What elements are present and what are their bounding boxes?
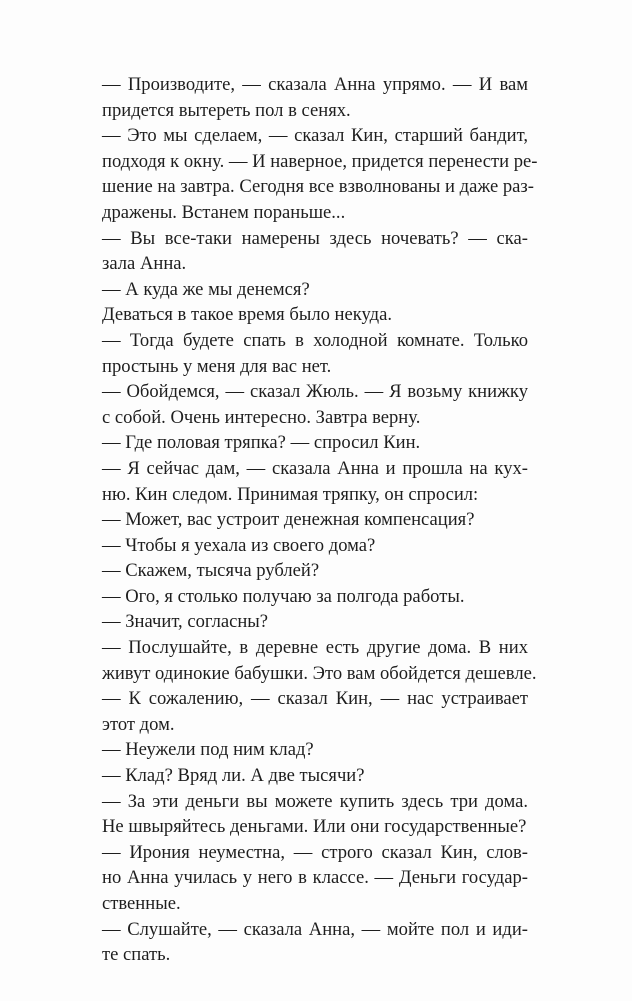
text-line: — Ого, я столько получаю за полгода работы. [102,585,465,607]
page-text [102,72,538,968]
text-line: — Слушайте, — сказала Анна, — мойте пол и иди- [102,918,528,940]
text-line: с собой. Очень интересно. Завтра верну. [102,406,421,428]
text-line: — Послушайте, в деревне есть другие дома. В них [102,637,528,659]
text-line: ственные. [102,893,181,914]
text-line: дражены. Встанем пораньше... [102,201,346,223]
text-line: — За эти деньги вы можете купить здесь три дома. [102,790,528,812]
text-line: — Чтобы я уехала из своего дома? [102,534,376,556]
text-line: — К сожалению, — сказал Кин, — нас устраивает [102,688,528,710]
text-line: — Обойдемся, — сказал Жюль. — Я возьму книжку [102,381,528,403]
text-line: подходя к окну. — И наверное, придется перенести ре- [102,150,538,172]
text-line: — Может, вас устроит денежная компенсация? [102,509,475,531]
text-line: — Тогда будете спать в холодной комнате. Только [102,329,528,351]
text-line: Не швыряйтесь деньгами. Или они государственные? [102,816,527,838]
text-line: — Значит, согласны? [102,611,269,633]
text-line: — Я сейчас дам, — сказала Анна и прошла на кух- [102,457,528,479]
text-line: — Производите, — сказала Анна упрямо. — И вам [102,74,528,95]
text-line: — Ирония неуместна, — строго сказал Кин, слов- [102,841,528,863]
text-line: зала Анна. [102,253,187,275]
text-line: но Анна училась у него в классе. — Деньги государ- [102,867,528,889]
text-line: простынь у меня для вас нет. [102,355,332,377]
text-line: — А куда же мы денемся? [102,278,310,300]
text-line: живут одинокие бабушки. Это вам обойдется дешевле. [102,662,537,684]
text-line: те спать. [102,944,171,966]
text-line: придется вытереть пол в сенях. [102,99,351,121]
text-line: Деваться в такое время было некуда. [102,304,393,326]
text-line: — Это мы сделаем, — сказал Кин, старший бандит, [102,125,528,147]
text-line: — Клад? Вряд ли. А две тысячи? [102,765,365,787]
text-line: шение на завтра. Сегодня все взволнованы и даже раз- [102,176,534,198]
text-line: — Где половая тряпка? — спросил Кин. [102,432,421,454]
text-line: — Неужели под ним клад? [102,739,314,761]
text-line: — Вы все-таки намерены здесь ночевать? — ска- [102,227,528,249]
text-line: этот дом. [102,713,175,735]
text-line: — Скажем, тысяча рублей? [102,560,320,582]
text-line: ню. Кин следом. Принимая тряпку, он спросил: [102,483,479,505]
